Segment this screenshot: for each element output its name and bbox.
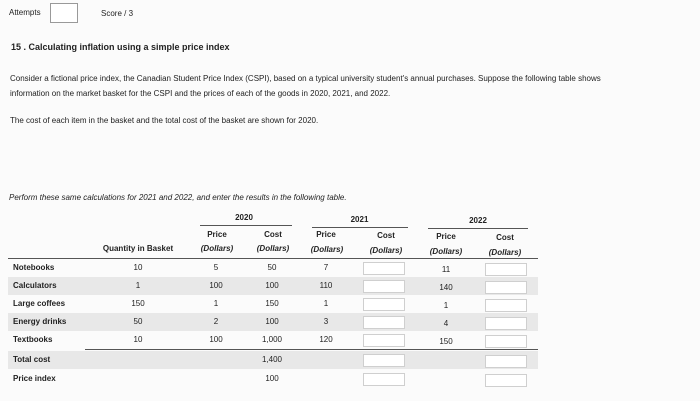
price-2021-value: 7 — [323, 263, 329, 272]
quantity-value: 50 — [133, 317, 143, 326]
cost-2020-value: 100 — [265, 281, 279, 290]
quantity-value: 150 — [131, 299, 145, 308]
quantity-header: Quantity in Basket — [102, 244, 174, 253]
unit-header-2021-price: (Dollars) — [310, 245, 344, 254]
cost-header-2022: Cost — [496, 233, 514, 242]
total-cost-row — [8, 351, 538, 369]
unit-header-2022-price: (Dollars) — [429, 247, 463, 256]
year-2022-header: 2022 — [469, 216, 487, 225]
row-label: Energy drinks — [13, 317, 67, 326]
price-2022-value: 140 — [439, 283, 453, 292]
instruction-text: Perform these same calculations for 2021 and 2022, and enter the results in the following table. — [9, 193, 347, 202]
price-index-row — [8, 370, 538, 388]
quantity-value: 10 — [133, 335, 143, 344]
quantity-value: 1 — [135, 281, 141, 290]
question-paragraph: Consider a fictional price index, the Canadian Student Price Index (CSPI), based on a typical university student's annual purchases. Suppose the following table shows information on the market basket for the CSPI and the prices of each of the goods in 2020, 2021, and 2022. — [10, 74, 601, 98]
cost-2022-input[interactable] — [485, 299, 527, 312]
year-2022-rule — [428, 228, 528, 229]
price-2022-value: 150 — [439, 337, 453, 346]
price-header-2020: Price — [207, 230, 227, 239]
cost-2022-input[interactable] — [485, 263, 527, 276]
table-row — [8, 277, 538, 295]
cost-2020-value: 150 — [265, 299, 279, 308]
price-2022-value: 11 — [441, 265, 451, 274]
table-row — [8, 295, 538, 313]
score-label: Score / 3 — [101, 9, 134, 18]
table-row — [8, 313, 538, 331]
year-2021-rule — [312, 227, 408, 228]
price-2020-value: 1 — [213, 299, 219, 308]
row-label: Calculators — [13, 281, 57, 290]
cost-2022-input[interactable] — [485, 281, 527, 294]
price-2020-value: 5 — [213, 263, 219, 272]
price-2021-value: 120 — [319, 335, 333, 344]
unit-header-2020-price: (Dollars) — [200, 244, 234, 253]
total-cost-2021-input[interactable] — [363, 354, 405, 367]
row-label: Notebooks — [13, 263, 55, 272]
price-header-2022: Price — [436, 232, 456, 241]
price-2022-value: 4 — [443, 319, 449, 328]
price-index-2020-value: 100 — [265, 374, 279, 383]
attempts-box — [50, 3, 78, 23]
cost-2020-value: 50 — [267, 263, 277, 272]
question-paragraph-2: The cost of each item in the basket and the total cost of the basket are shown for 2020. — [10, 116, 319, 125]
cost-2021-input[interactable] — [363, 334, 405, 347]
price-2021-value: 1 — [323, 299, 329, 308]
total-cost-label: Total cost — [13, 355, 51, 364]
year-2020-rule — [200, 225, 292, 226]
cost-2021-input[interactable] — [363, 298, 405, 311]
cost-header-2021: Cost — [377, 231, 395, 240]
price-index-2021-input[interactable] — [363, 373, 405, 386]
price-index-label: Price index — [13, 374, 56, 383]
year-2020-header: 2020 — [235, 213, 253, 222]
table-row — [8, 259, 538, 277]
unit-header-2022-cost: (Dollars) — [488, 248, 522, 257]
price-header-2021: Price — [316, 230, 336, 239]
price-index-2022-input[interactable] — [485, 374, 527, 387]
cost-2020-value: 100 — [265, 317, 279, 326]
table-row — [8, 331, 538, 349]
cost-header-2020: Cost — [264, 230, 282, 239]
cost-2021-input[interactable] — [363, 262, 405, 275]
total-rule — [85, 349, 538, 350]
unit-header-2021-cost: (Dollars) — [369, 246, 403, 255]
question-title: 15 . Calculating inflation using a simple price index — [11, 42, 230, 52]
total-cost-2022-input[interactable] — [485, 355, 527, 368]
cost-2022-input[interactable] — [485, 335, 527, 348]
cost-2021-input[interactable] — [363, 280, 405, 293]
total-cost-2020-value: 1,400 — [261, 355, 283, 364]
price-2021-value: 110 — [319, 281, 333, 290]
quantity-value: 10 — [133, 263, 143, 272]
row-label: Large coffees — [13, 299, 66, 308]
attempts-label: Attempts — [9, 8, 41, 17]
cost-2022-input[interactable] — [485, 317, 527, 330]
price-2021-value: 3 — [323, 317, 329, 326]
price-2022-value: 1 — [443, 301, 449, 310]
price-2020-value: 100 — [209, 335, 223, 344]
cost-2021-input[interactable] — [363, 316, 405, 329]
price-2020-value: 2 — [213, 317, 219, 326]
unit-header-2020-cost: (Dollars) — [256, 244, 290, 253]
year-2021-header: 2021 — [350, 215, 369, 224]
price-2020-value: 100 — [209, 281, 223, 290]
cost-2020-value: 1,000 — [261, 335, 283, 344]
row-label: Textbooks — [13, 335, 53, 344]
